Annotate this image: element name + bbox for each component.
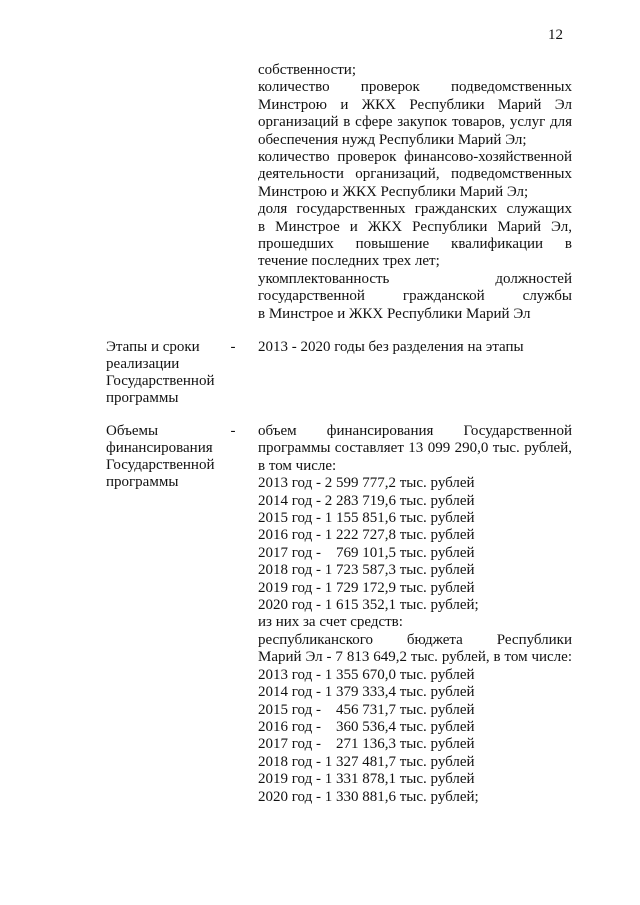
indicator-text-line: укомплектованность должностей <box>258 270 572 287</box>
funding-text-line: программы составляет 13 099 290,0 тыс. рублей, <box>258 440 572 457</box>
indicator-text-line: Минстрою и ЖКХ Республики Марий Эл <box>258 96 572 113</box>
funding-text-line: 2020 год - 1 615 352,1 тыс. рублей; <box>258 597 479 614</box>
indicator-text-line: доля государственных гражданских служащих <box>258 201 572 218</box>
funding-text-line: из них за счет средств: <box>258 614 403 631</box>
stages-text: 2013 - 2020 годы без разделения на этапы <box>258 339 524 355</box>
funding-text-line: 2013 год - 1 355 670,0 тыс. рублей <box>258 666 475 683</box>
funding-dash: - <box>230 423 236 439</box>
page-number: 12 <box>548 27 563 43</box>
funding-text-line: 2017 год - 769 101,5 тыс. рублей <box>258 544 475 561</box>
funding-text-line: 2015 год - 456 731,7 тыс. рублей <box>258 701 475 718</box>
indicator-text-line: организаций в сфере закупок товаров, услуг для <box>258 114 572 131</box>
funding-text-line: 2017 год - 271 136,3 тыс. рублей <box>258 736 475 753</box>
indicator-text-line: Минстрою и ЖКХ Республики Марий Эл; <box>258 183 529 200</box>
funding-text-line: Марий Эл - 7 813 649,2 тыс. рублей, в том числе: <box>258 649 572 666</box>
indicator-text-line: прошедших повышение квалификации в <box>258 236 572 253</box>
funding-text-line: 2020 год - 1 330 881,6 тыс. рублей; <box>258 788 479 805</box>
stages-label: Этапы и сроки реализации Государственной программы <box>106 339 215 406</box>
funding-text-line: в том числе: <box>258 457 337 474</box>
funding-label: Объемы финансирования Государственной программы <box>106 423 215 490</box>
indicator-text-line: течение последних трех лет; <box>258 253 440 270</box>
stages-dash: - <box>230 339 236 355</box>
funding-text-line: республиканского бюджета Республики <box>258 631 572 648</box>
indicator-text-line: собственности; <box>258 62 356 78</box>
funding-text-line: 2016 год - 1 222 727,8 тыс. рублей <box>258 527 475 544</box>
indicator-text-line: количество проверок подведомственных <box>258 79 572 96</box>
funding-text-line: 2018 год - 1 723 587,3 тыс. рублей <box>258 562 475 579</box>
funding-text-line: 2019 год - 1 729 172,9 тыс. рублей <box>258 579 475 596</box>
funding-text-line: 2019 год - 1 331 878,1 тыс. рублей <box>258 771 475 788</box>
indicator-text-line: количество проверок финансово-хозяйственной <box>258 149 572 166</box>
indicator-text-line: государственной гражданской службы <box>258 288 572 305</box>
indicator-text-line: в Минстрое и ЖКХ Республики Марий Эл <box>258 305 531 322</box>
target-indicators-list <box>258 62 572 323</box>
indicator-text-line: деятельности организаций, подведомственных <box>258 166 572 183</box>
funding-text-line: 2015 год - 1 155 851,6 тыс. рублей <box>258 510 475 527</box>
funding-text-line: 2013 год - 2 599 777,2 тыс. рублей <box>258 475 475 492</box>
funding-text-line: 2018 год - 1 327 481,7 тыс. рублей <box>258 753 475 770</box>
funding-text-line: 2014 год - 1 379 333,4 тыс. рублей <box>258 684 475 701</box>
funding-details <box>258 423 572 806</box>
indicator-text-line: в Минстрое и ЖКХ Республики Марий Эл, <box>258 218 572 235</box>
funding-text-line: 2014 год - 2 283 719,6 тыс. рублей <box>258 492 475 509</box>
funding-text-line: 2016 год - 360 536,4 тыс. рублей <box>258 718 475 735</box>
funding-text-line: объем финансирования Государственной <box>258 423 572 439</box>
indicator-text-line: обеспечения нужд Республики Марий Эл; <box>258 131 527 148</box>
